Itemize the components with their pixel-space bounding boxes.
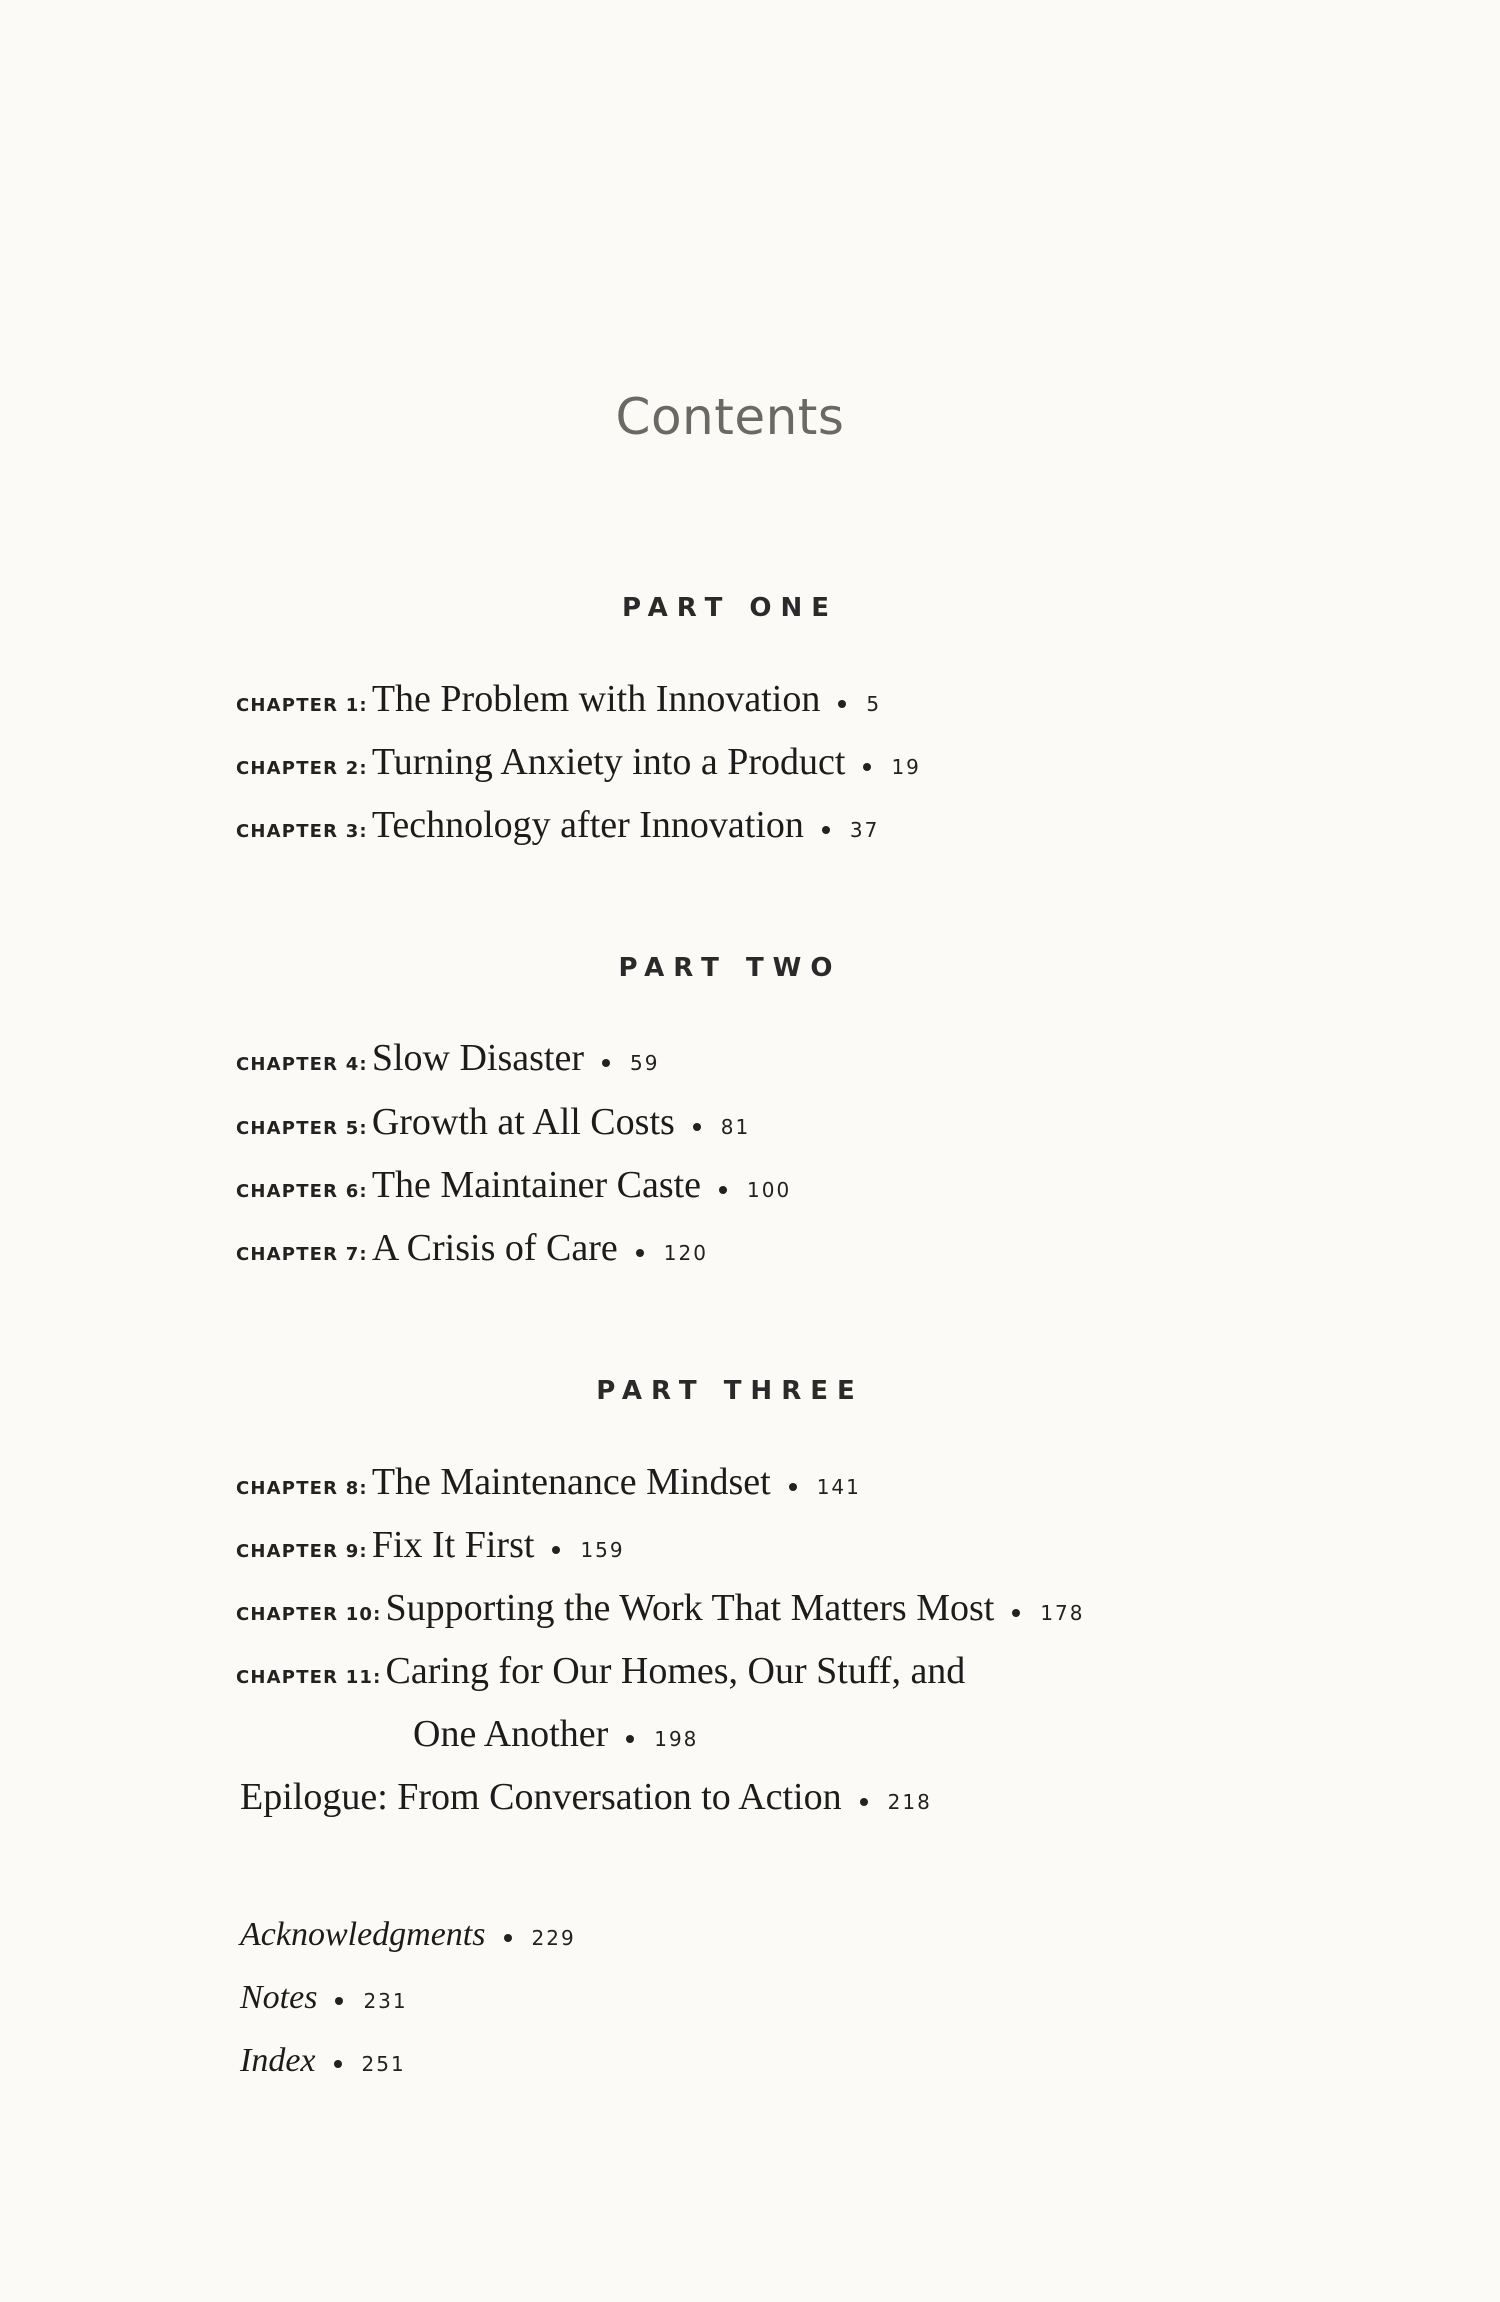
page-number: 81 (720, 1115, 751, 1139)
chapter-title: Slow Disaster (371, 1037, 584, 1079)
epilogue-title: Epilogue: From Conversation to Action (240, 1776, 842, 1818)
page-number: 159 (580, 1538, 625, 1562)
back-matter-title: Index (240, 2042, 316, 2079)
chapter-label: CHAPTER 5: (236, 1118, 368, 1139)
bullet-separator (860, 1798, 868, 1806)
page-number: 229 (531, 1926, 576, 1950)
bullet-separator (822, 826, 830, 834)
part-two-heading: PART TWO (618, 953, 842, 983)
toc-entry-index[interactable] (240, 2044, 406, 2078)
chapter-title-line-1: Caring for Our Homes, Our Stuff, and (385, 1650, 966, 1692)
page-number: 218 (887, 1790, 932, 1814)
chapter-label: CHAPTER 1: (236, 695, 368, 716)
toc-entry-chapter-7[interactable] (236, 1229, 708, 1267)
chapter-label: CHAPTER 2: (236, 758, 368, 779)
chapter-label: CHAPTER 7: (236, 1244, 368, 1265)
chapter-title: Growth at All Costs (371, 1101, 675, 1143)
bullet-separator (335, 1997, 343, 2005)
chapter-title: A Crisis of Care (371, 1227, 618, 1269)
toc-entry-chapter-4[interactable] (236, 1039, 659, 1077)
bullet-separator (1012, 1609, 1020, 1617)
toc-entry-chapter-10[interactable] (236, 1589, 1085, 1627)
toc-entry-chapter-3[interactable] (236, 806, 879, 844)
page-number: 5 (866, 692, 882, 716)
toc-entry-chapter-9[interactable] (236, 1526, 625, 1564)
toc-entry-acknowledgments[interactable] (240, 1918, 576, 1952)
chapter-title: The Maintainer Caste (371, 1164, 702, 1206)
chapter-title: Technology after Innovation (371, 804, 804, 846)
toc-entry-chapter-11[interactable] (236, 1652, 965, 1690)
toc-entry-chapter-6[interactable] (236, 1166, 791, 1204)
bullet-separator (719, 1186, 727, 1194)
page-title: Contents (615, 388, 845, 446)
bullet-separator (504, 1934, 512, 1942)
page-number: 178 (1040, 1601, 1085, 1625)
page-number: 141 (816, 1475, 861, 1499)
toc-entry-chapter-1[interactable] (236, 680, 881, 718)
bullet-separator (838, 700, 846, 708)
chapter-title: Turning Anxiety into a Product (371, 741, 846, 783)
toc-entry-chapter-8[interactable] (236, 1463, 861, 1501)
back-matter-title: Notes (240, 1979, 318, 2016)
toc-entry-chapter-5[interactable] (236, 1103, 750, 1141)
toc-entry-epilogue[interactable] (240, 1778, 932, 1816)
page-number: 198 (654, 1727, 699, 1751)
chapter-title: Fix It First (371, 1524, 535, 1566)
chapter-title: The Problem with Innovation (371, 678, 821, 720)
chapter-label: CHAPTER 4: (236, 1054, 368, 1075)
page-number: 120 (663, 1241, 708, 1265)
back-matter-title: Acknowledgments (240, 1916, 486, 1953)
bullet-separator (334, 2060, 342, 2068)
chapter-label: CHAPTER 11: (236, 1667, 382, 1688)
page-number: 59 (629, 1051, 660, 1075)
toc-entry-notes[interactable] (240, 1981, 408, 2015)
part-three-heading: PART THREE (596, 1376, 864, 1406)
chapter-title: The Maintenance Mindset (371, 1461, 771, 1503)
bullet-separator (789, 1483, 797, 1491)
bullet-separator (552, 1546, 560, 1554)
page-number: 251 (361, 2052, 406, 2076)
bullet-separator (636, 1249, 644, 1257)
toc-entry-chapter-2[interactable] (236, 743, 921, 781)
chapter-label: CHAPTER 9: (236, 1541, 368, 1562)
page-number: 19 (891, 755, 921, 779)
toc-entry-chapter-11-continued[interactable] (413, 1715, 698, 1753)
bullet-separator (863, 763, 871, 771)
bullet-separator (693, 1123, 701, 1131)
chapter-label: CHAPTER 10: (236, 1604, 382, 1625)
chapter-label: CHAPTER 3: (236, 821, 368, 842)
chapter-label: CHAPTER 8: (236, 1478, 368, 1499)
bullet-separator (626, 1735, 634, 1743)
bullet-separator (602, 1059, 610, 1067)
chapter-title: Supporting the Work That Matters Most (385, 1587, 995, 1629)
page-number: 37 (849, 818, 880, 842)
page-number: 100 (747, 1178, 792, 1202)
chapter-label: CHAPTER 6: (236, 1181, 368, 1202)
page-number: 231 (363, 1989, 408, 2013)
part-one-heading: PART ONE (621, 593, 839, 623)
chapter-title-line-2: One Another (413, 1713, 609, 1755)
